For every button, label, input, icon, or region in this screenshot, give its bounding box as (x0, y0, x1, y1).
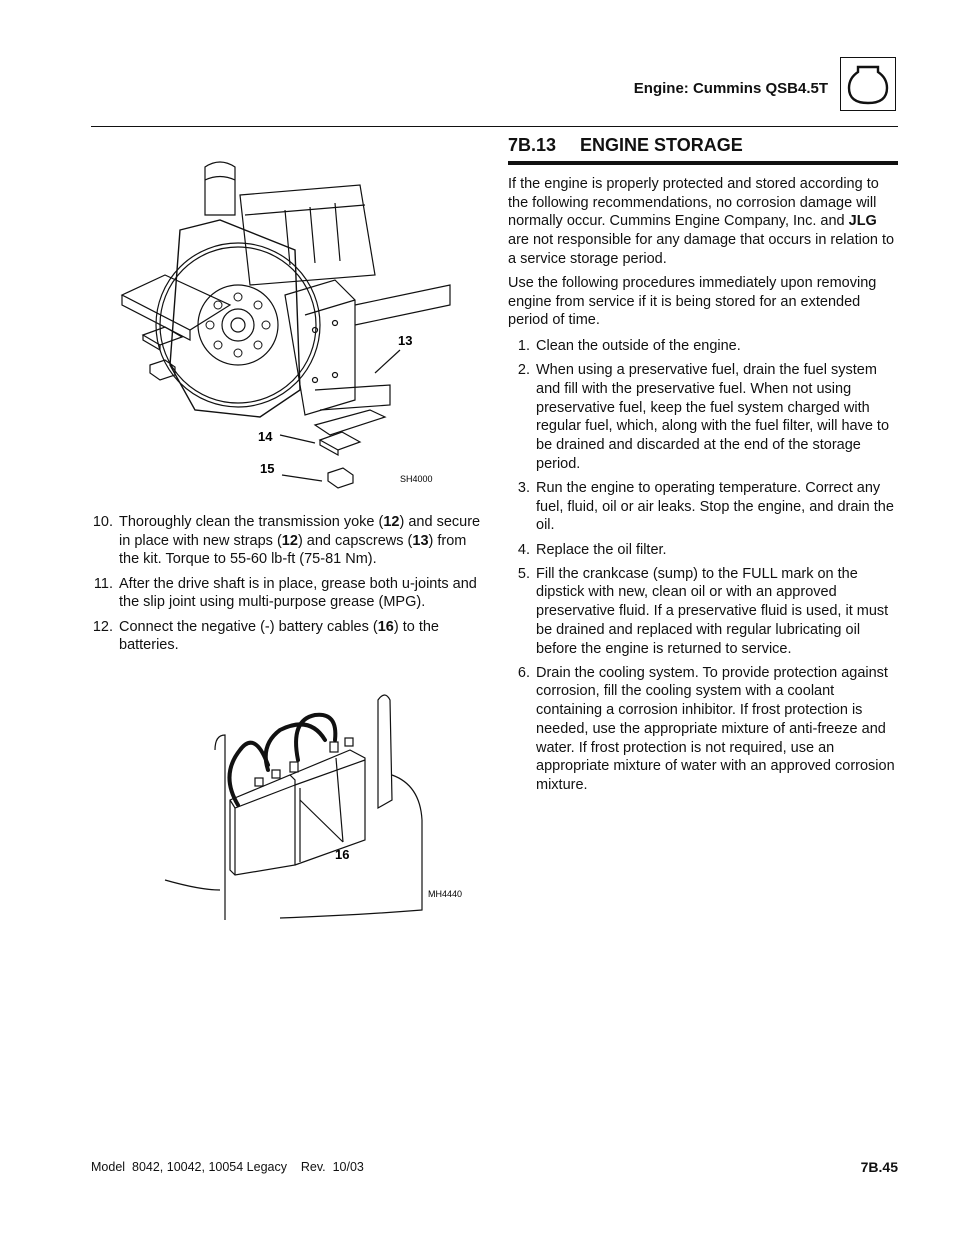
list-item: 3. Run the engine to operating temperature. Correct any fuel, fluid, oil or air leaks. Stop the engine, and drain the oil. (517, 479, 894, 534)
footer-model-revision: Model 8042, 10042, 10054 Legacy Rev. 10/03 (91, 1160, 364, 1174)
list-item: 2. When using a preservative fuel, drain the fuel system and fill with the preservative fuel. When not using preservative fuel, keep the fuel system charged with regular fuel, which, along with the fuel filter, will have to be drained and discarded at the end of the storage period. (517, 362, 890, 472)
step-number: 12. (92, 618, 113, 635)
intro-paragraph-2: Use the following procedures immediately upon removing engine from service if it is being stored for an extended period of time. (508, 275, 877, 329)
callout-13: 13 (398, 333, 413, 348)
step-number: 11. (93, 575, 113, 592)
left-steps-list (91, 513, 486, 660)
engine-outline-icon (840, 57, 896, 111)
page-number: 7B.45 (860, 1159, 898, 1175)
list-item: 12. Connect the negative (-) battery cables (16) to the batteries. (92, 618, 439, 654)
list-item: 11. After the drive shaft is in place, grease both u-joints and the slip joint using multi-purpose grease (MPG). (91, 575, 486, 612)
list-item: 1. Clean the outside of the engine. (517, 338, 741, 354)
brand-jlg: JLG (848, 213, 877, 230)
figure-batteries (160, 690, 480, 925)
section-number: 7B.13 (508, 135, 557, 155)
callout-15: 15 (260, 461, 275, 476)
figure-flywheel-straps (110, 155, 480, 495)
callout-16: 16 (335, 847, 350, 862)
list-item: 5. Fill the crankcase (sump) to the FULL mark on the dipstick with new, clean oil or with an approved preservative fluid. If a preservative fluid is used, it must be drained and replaced with regular lubricating oil before the engine is returned to service. (517, 565, 889, 657)
list-item: 4. Replace the oil filter. (517, 541, 667, 558)
figure-code-sh4000: SH4000 (400, 474, 433, 484)
storage-steps-list (508, 337, 900, 800)
section-title: ENGINE STORAGE (580, 135, 743, 155)
section-heading (508, 135, 898, 165)
intro-paragraph-1: If the engine is properly protected and stored according to the following recommendations, no corrosion damage will normally occur. Cummins Engine Company, Inc. and JLG are not responsible for any damage that occurs in relation to a service storage period. (508, 176, 895, 267)
list-item: 10. Thoroughly clean the transmission yoke (12) and secure in place with new straps (12) and capscrews (13) from the kit. Torque to 55-60 lb-ft (75-81 Nm). (92, 514, 481, 568)
figure-code-mh4440: MH4440 (428, 889, 463, 899)
running-header-title: Engine: Cummins QSB4.5T (633, 80, 828, 97)
callout-14: 14 (258, 429, 273, 444)
header-rule (91, 126, 898, 127)
step-number: 10. (92, 514, 113, 530)
list-item: 6. Drain the cooling system. To provide protection against corrosion, fill the cooling system with a coolant containing a corrosion inhibitor. If frost protection is needed, use the appropriate mixture of anti-freeze and water. If frost protection is not required, use an appropriate mixture of water with an approved corrosion mixture. (517, 664, 895, 793)
